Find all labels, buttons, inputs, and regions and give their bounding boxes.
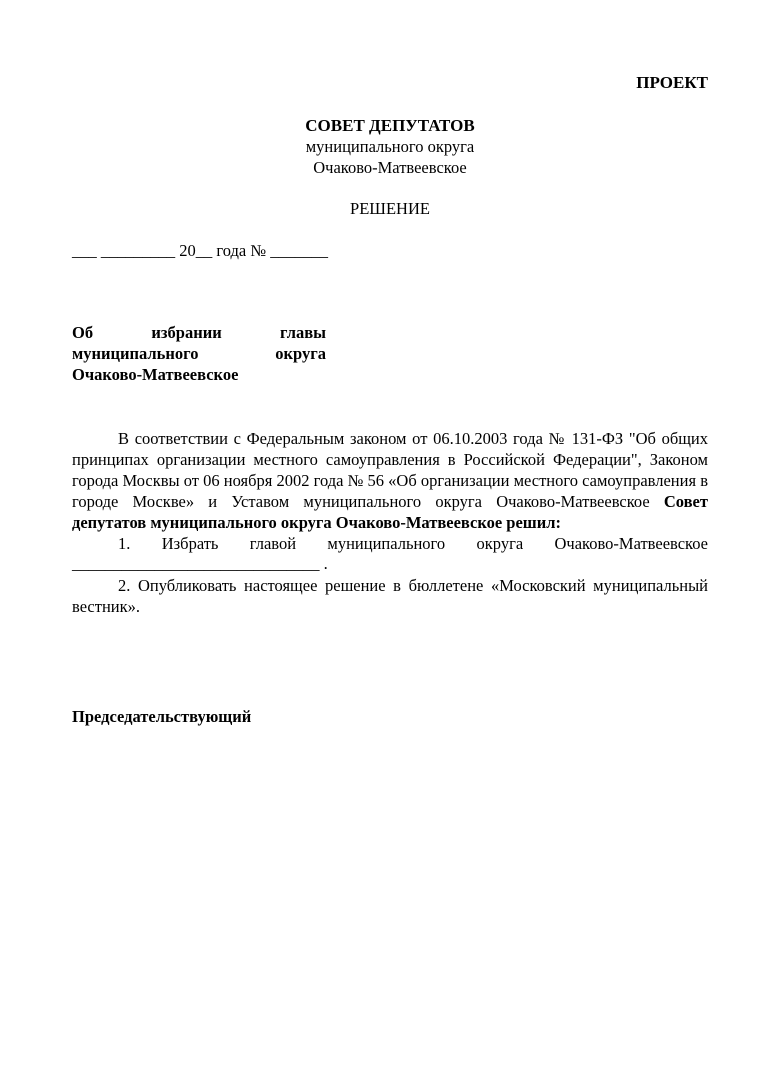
item-1-text: Избрать главой муниципального округа Очаково-Матвеевское	[161, 534, 708, 553]
council-title: СОВЕТ ДЕПУТАТОВ	[305, 116, 475, 135]
item-1-number: 1.	[118, 534, 131, 553]
preamble-paragraph	[72, 428, 708, 533]
header-line-3: Очаково-Матвеевское	[313, 158, 467, 177]
signature-label: Председательствующий	[72, 707, 252, 726]
subject-line-1: Об избрании главы	[72, 323, 326, 342]
subject-line-2: муниципального округа	[72, 344, 326, 363]
item-2	[72, 575, 708, 617]
item-1	[72, 533, 708, 554]
draft-stamp: ПРОЕКТ	[636, 73, 708, 92]
date-number-line: ___ _________ 20__ года № _______	[72, 241, 328, 260]
preamble-text: В соответствии с Федеральным законом от 06.10.2003 года № 131-ФЗ "Об общих принципах организации местного самоуправления в Российской Федерации", Законом города Москвы от 06 ноября 2002 года № 56 «Об организации местного самоуправления в городе Москве» и Уставом муниципального округа Очаково-Матвеевское	[72, 429, 708, 511]
item-1-blank: ______________________________ .	[72, 554, 328, 573]
decision-body	[72, 428, 708, 617]
decision-subject	[72, 322, 326, 385]
subject-line-3: Очаково-Матвеевское	[72, 365, 239, 384]
item-2-number: 2.	[118, 575, 131, 595]
header-line-2: муниципального округа	[305, 137, 475, 156]
preamble-resolution: Совет депутатов муниципального округа Очаково-Матвеевское решил:	[72, 492, 708, 532]
document-header	[0, 115, 763, 178]
item-2-text: Опубликовать настоящее решение в бюллетене «Московский муниципальный вестник».	[72, 575, 708, 616]
decision-heading: РЕШЕНИЕ	[350, 199, 430, 218]
